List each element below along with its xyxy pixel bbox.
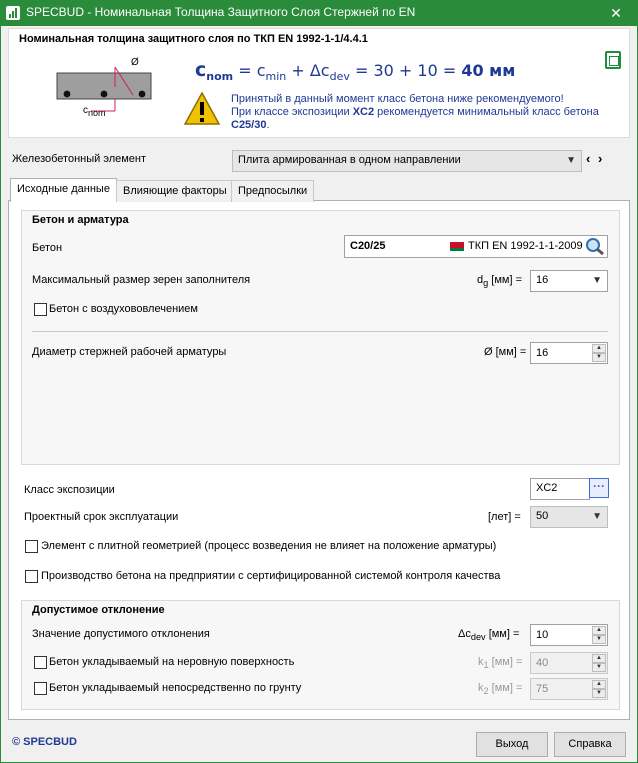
air-entrainment-label: Бетон с воздухововлечением <box>49 303 198 315</box>
divider <box>32 331 608 332</box>
search-icon[interactable] <box>585 237 605 256</box>
diagram-phi-label: Ø <box>131 57 139 68</box>
k2-symbol: $k_2$ [мм] = <box>478 682 523 697</box>
diagram-c-label: $c_{nom}$ <box>83 105 106 118</box>
concrete-group-title: Бетон и арматура <box>32 214 129 226</box>
bar-diameter-stepper[interactable]: 16 ▲ ▼ <box>530 342 608 364</box>
element-next-button[interactable]: › <box>598 151 603 166</box>
deviation-symbol: $\Delta c_{dev}$ [мм] = <box>458 628 520 643</box>
flag-icon <box>450 242 464 251</box>
tab-factors[interactable]: Влияющие факторы <box>116 180 234 202</box>
chevron-down-icon: ▼ <box>592 511 602 522</box>
quality-control-checkbox[interactable] <box>25 570 38 583</box>
k1-stepper: 40 ▲ ▼ <box>530 652 608 674</box>
spin-up-icon[interactable]: ▲ <box>592 344 606 353</box>
aggregate-label: Максимальный размер зерен заполнителя <box>32 274 251 286</box>
warning-message: Принятый в данный момент класс бетона ниже рекомендуемого! При классе экспозиции XC2 рекомендуется минимальный класс бетона C25/30. <box>231 93 599 131</box>
spin-down-icon: ▼ <box>592 689 606 698</box>
element-prev-button[interactable]: ‹ <box>586 151 591 166</box>
service-life-unit: [лет] = <box>488 511 521 523</box>
exposure-label: Класс экспозиции <box>24 484 115 496</box>
aggregate-select[interactable]: 16 ▼ <box>530 270 608 292</box>
on-ground-checkbox[interactable] <box>34 682 47 695</box>
uneven-surface-label: Бетон укладываемый на неровную поверхность <box>49 656 295 668</box>
slab-geometry-checkbox[interactable] <box>25 540 38 553</box>
result-header <box>8 28 630 138</box>
air-entrainment-checkbox[interactable] <box>34 303 47 316</box>
spin-down-icon: ▼ <box>592 663 606 672</box>
deviation-label: Значение допустимого отклонения <box>32 628 210 640</box>
title-bar <box>0 0 638 26</box>
spin-up-icon[interactable]: ▲ <box>592 626 606 635</box>
tab-assumptions[interactable]: Предпосылки <box>231 180 314 202</box>
spin-up-icon: ▲ <box>592 654 606 663</box>
bar-diameter-label: Диаметр стержней рабочей арматуры <box>32 346 227 358</box>
window-title: SPECBUD - Номинальная Толщина Защитного Слоя Стержней по EN <box>26 5 416 19</box>
help-button[interactable]: Справка <box>554 732 626 757</box>
deviation-group-title: Допустимое отклонение <box>32 604 165 616</box>
app-icon <box>6 6 20 20</box>
element-label: Железобетонный элемент <box>12 153 147 165</box>
concrete-field[interactable]: C20/25 ТКП EN 1992-1-1-2009 <box>344 235 608 258</box>
chevron-down-icon: ▼ <box>566 155 576 166</box>
quality-control-label: Производство бетона на предприятии с сертифицированной системой контроля качества <box>41 570 501 582</box>
slab-geometry-label: Элемент с плитной геометрией (процесс возведения не влияет на положение арматуры) <box>41 540 497 552</box>
spin-down-icon[interactable]: ▼ <box>592 635 606 644</box>
cover-formula: $c_{nom} = c_{min} + \Delta c_{dev} = 30 + 10 = 40$ мм <box>195 59 516 84</box>
close-icon[interactable]: ✕ <box>610 5 622 21</box>
spin-down-icon[interactable]: ▼ <box>592 353 606 362</box>
header-title: Номинальная толщина защитного слоя по ТКП EN 1992-1-1/4.4.1 <box>19 33 368 45</box>
k1-symbol: $k_1$ [мм] = <box>478 656 523 671</box>
service-life-select[interactable]: 50 ▼ <box>530 506 608 528</box>
exposure-more-button[interactable]: ··· <box>589 478 609 498</box>
specbud-logo[interactable]: © SPECBUD <box>12 736 77 748</box>
concrete-label: Бетон <box>32 242 63 254</box>
chevron-down-icon: ▼ <box>592 275 602 286</box>
service-life-label: Проектный срок эксплуатации <box>24 511 179 523</box>
spin-up-icon: ▲ <box>592 680 606 689</box>
aggregate-symbol: $d_g$ [мм] = <box>477 274 522 289</box>
k2-stepper: 75 ▲ ▼ <box>530 678 608 700</box>
element-select[interactable]: Плита армированная в одном направлении ▼ <box>232 150 582 172</box>
cover-diagram <box>53 55 163 127</box>
exit-button[interactable]: Выход <box>476 732 548 757</box>
warning-icon <box>183 91 221 127</box>
uneven-surface-checkbox[interactable] <box>34 656 47 669</box>
bar-diameter-symbol: Ø [мм] = <box>484 346 527 358</box>
on-ground-label: Бетон укладываемый непосредственно по грунту <box>49 682 302 694</box>
export-icon[interactable] <box>605 51 621 69</box>
tab-input-data[interactable]: Исходные данные <box>10 178 117 202</box>
deviation-stepper[interactable]: 10 ▲ ▼ <box>530 624 608 646</box>
exposure-field[interactable]: XC2 <box>530 478 590 500</box>
